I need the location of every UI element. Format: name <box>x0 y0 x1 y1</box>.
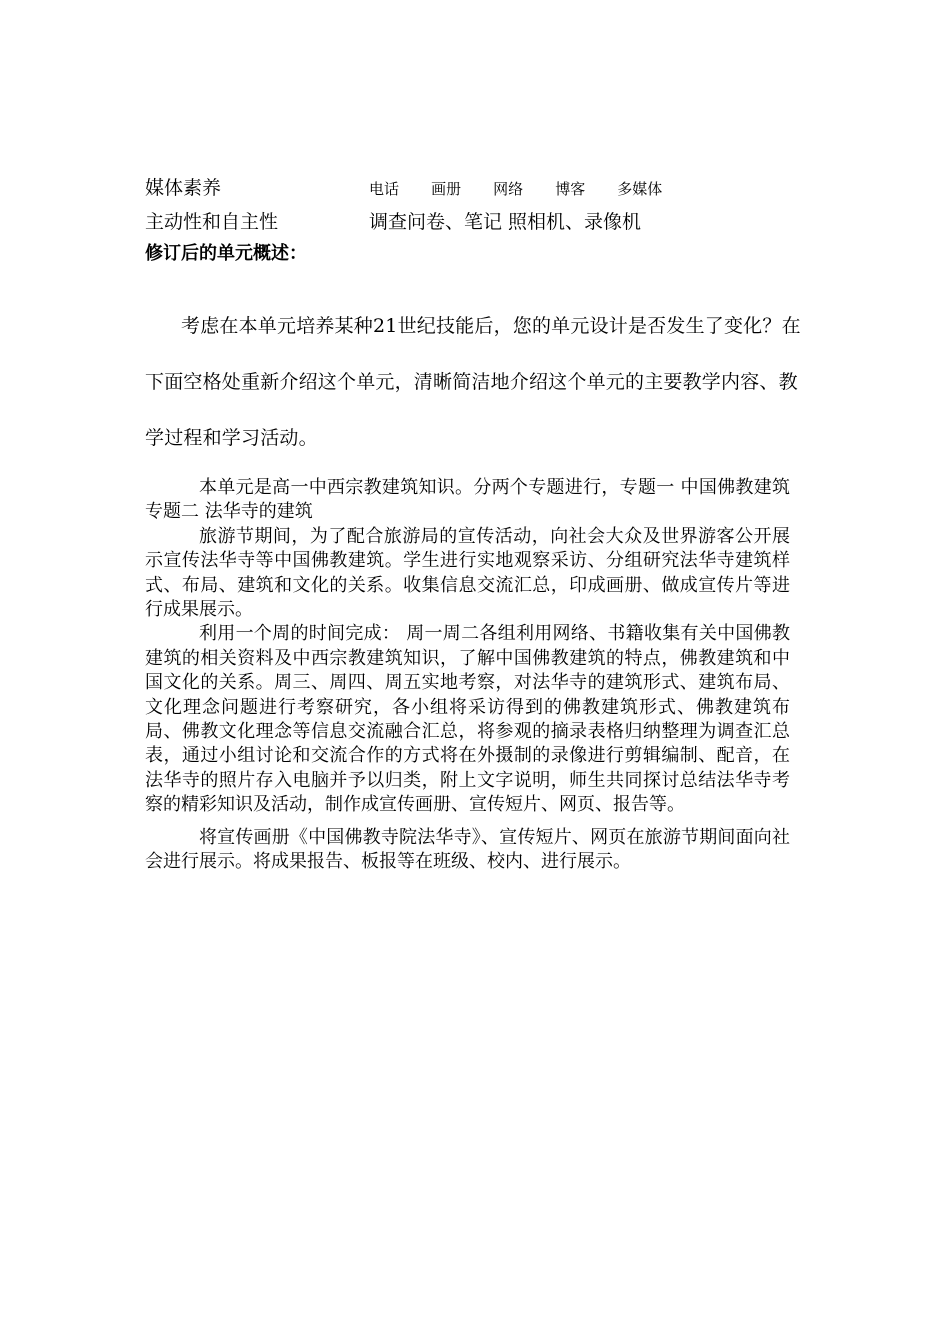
tool-list: 调查问卷、笔记 照相机、录像机 <box>369 211 642 233</box>
overview-paragraph: 利用一个周的时间完成： 周一周二各组利用网络、书籍收集有关中国佛教建筑的相关资料及中西宗教建筑知识，了解中国佛教建筑的特点，佛教建筑和中国文化的关系。周三、周四、周五实地考察，对法华寺的建筑形式、建筑布局、文化理念问题进行考察研究，各小组将采访得到的佛教建筑形式、佛教建筑布局、佛教文化理念等信息交流融合汇总，将参观的摘录表格归纳整理为调查汇总表，通过小组讨论和交流合作的方式将在外摄制的录像进行剪辑编制、配音，在法华寺的照片存入电脑并予以归类，附上文字说明，师生共同探讨总结法华寺考察的精彩知识及活动，制作成宣传画册、宣传短片、网页、报告等。 <box>145 623 790 816</box>
skill-label: 媒体素养 <box>145 177 222 199</box>
tool-item: 博客 <box>555 180 586 198</box>
tool-item: 网络 <box>493 180 524 198</box>
section-heading: 修订后的单元概述： <box>145 243 307 264</box>
overview-paragraph: 将宣传画册《中国佛教寺院法华寺》、宣传短片、网页在旅游节期间面向社会进行展示。将成果报告、板报等在班级、校内、进行展示。 <box>145 826 790 873</box>
tool-item: 电话 <box>369 180 400 198</box>
unit-overview-body <box>145 476 790 875</box>
overview-paragraph: 旅游节期间，为了配合旅游局的宣传活动，向社会大众及世界游客公开展示宣传法华寺等中国佛教建筑。学生进行实地观察采访、分组研究法华寺建筑样式、布局、建筑和文化的关系。收集信息交流汇总，印成画册、做成宣传片等进行成果展示。 <box>145 525 790 621</box>
tool-item: 画册 <box>431 180 462 198</box>
tool-list <box>369 177 688 199</box>
tool-item: 多媒体 <box>617 180 663 198</box>
skill-label: 主动性和自主性 <box>145 211 279 233</box>
instruction-prompt: 考虑在本单元培养某种21世纪技能后，您的单元设计是否发生了变化？在下面空格处重新介绍这个单元，清晰简洁地介绍这个单元的主要教学内容、教学过程和学习活动。 <box>145 315 801 449</box>
overview-paragraph: 本单元是高一中西宗教建筑知识。分两个专题进行，专题一 中国佛教建筑 专题二 法华寺的建筑 <box>145 477 790 523</box>
